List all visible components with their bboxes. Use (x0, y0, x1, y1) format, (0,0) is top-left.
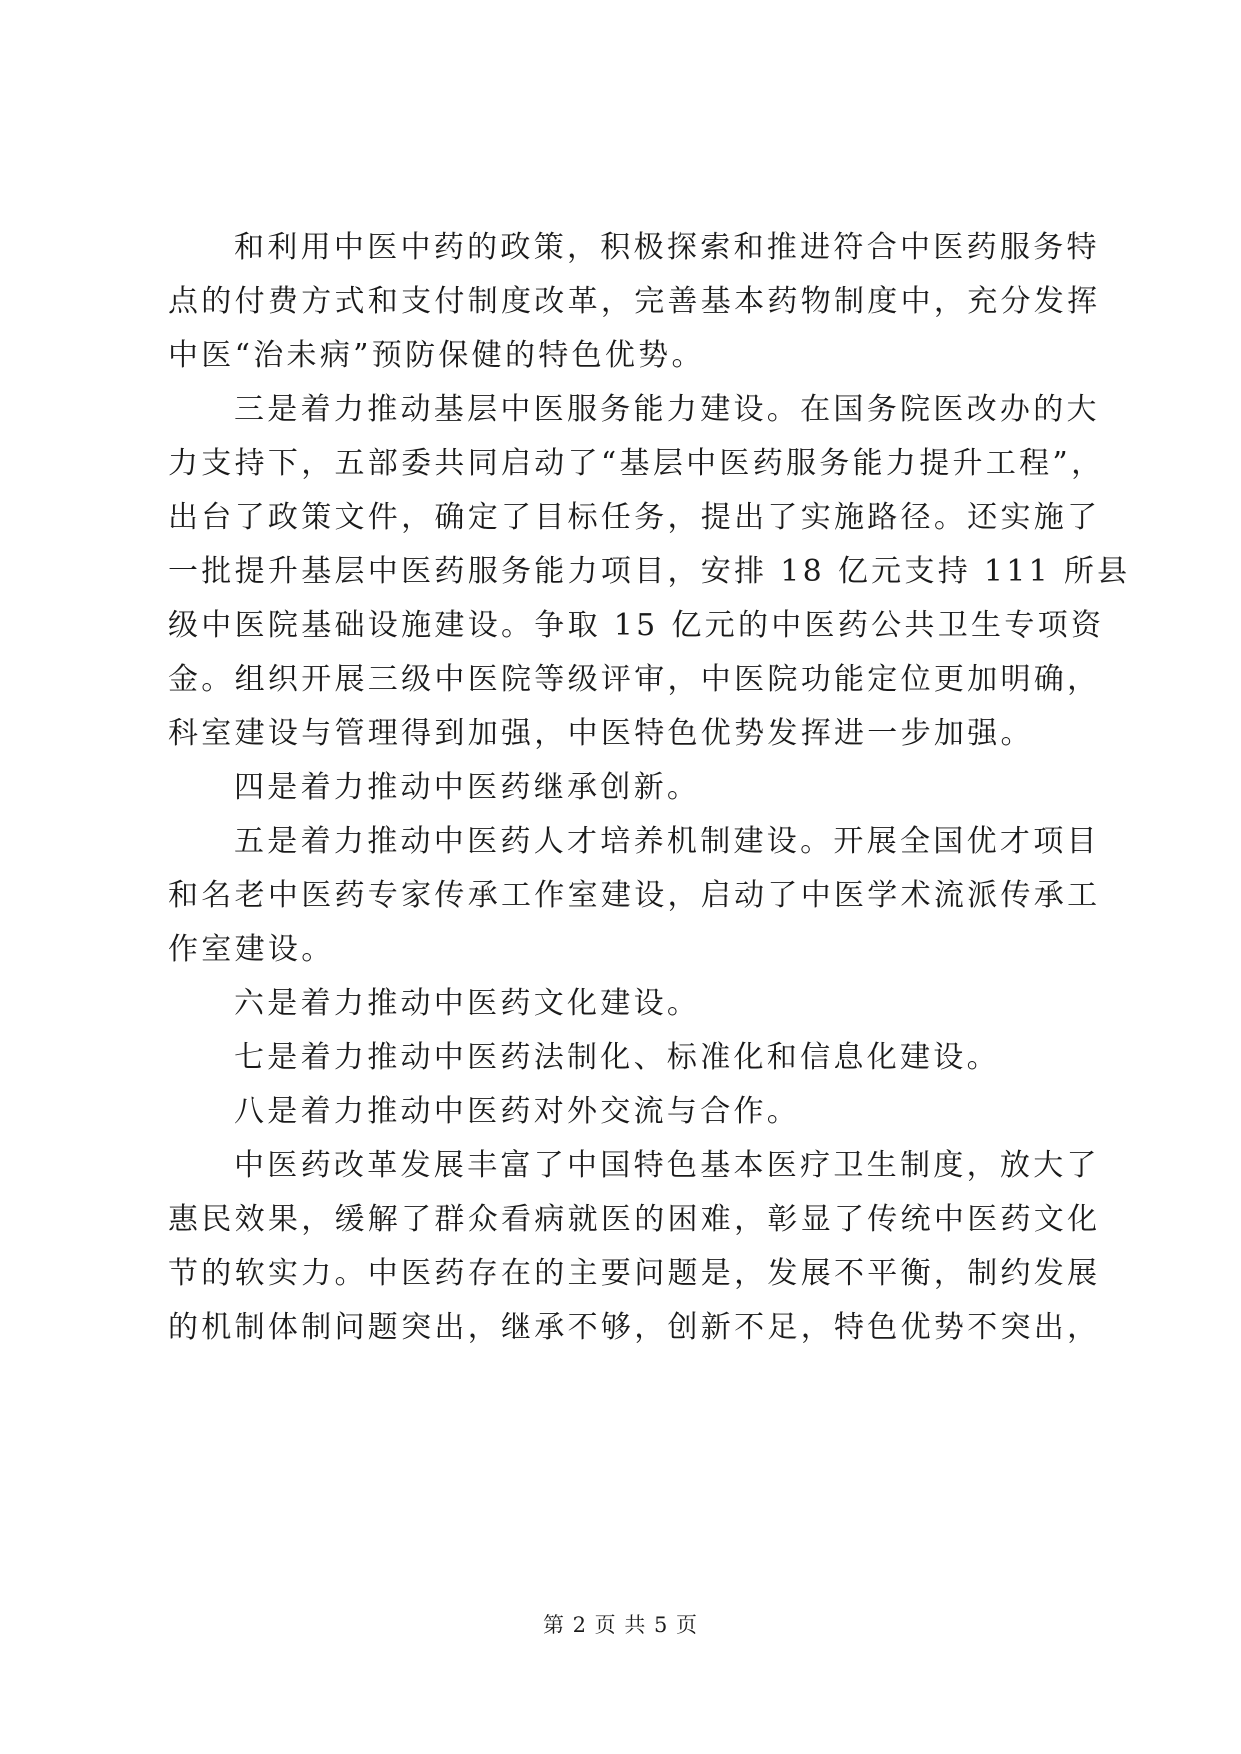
text-line: 中医“治未病”预防保健的特色优势。 (168, 338, 705, 373)
text-line: 力支持下，五部委共同启动了“基层中医药服务能力提升工程”， (168, 446, 1105, 481)
text-line: 的机制体制问题突出，继承不够，创新不足，特色优势不突出， (168, 1310, 1101, 1345)
text-line: 点的付费方式和支付制度改革，完善基本药物制度中，充分发挥 (168, 284, 1101, 319)
text-line: 和名老中医药专家传承工作室建设，启动了中医学术流派传承工 (168, 878, 1101, 913)
text-line: 七是着力推动中医药法制化、标准化和信息化建设。 (234, 1040, 1000, 1075)
text-line: 作室建设。 (168, 932, 335, 967)
text-line: 和利用中医中药的政策，积极探索和推进符合中医药服务特 (234, 230, 1100, 265)
text-line: 中医药改革发展丰富了中国特色基本医疗卫生制度，放大了 (234, 1148, 1100, 1183)
text-line: 八是着力推动中医药对外交流与合作。 (234, 1094, 801, 1129)
text-line: 六是着力推动中医药文化建设。 (234, 986, 701, 1021)
text-line: 五是着力推动中医药人才培养机制建设。开展全国优才项目 (234, 824, 1100, 859)
text-line: 惠民效果，缓解了群众看病就医的困难，彰显了传统中医药文化 (168, 1202, 1101, 1237)
text-line: 节的软实力。中医药存在的主要问题是，发展不平衡，制约发展 (168, 1256, 1101, 1291)
text-line: 一批提升基层中医药服务能力项目，安排 18 亿元支持 111 所县 (168, 554, 1131, 589)
text-line: 科室建设与管理得到加强，中医特色优势发挥进一步加强。 (168, 716, 1034, 751)
page-number-footer: 第 2 页 共 5 页 (542, 1613, 699, 1637)
text-line: 四是着力推动中医药继承创新。 (234, 770, 701, 805)
text-line: 金。组织开展三级中医院等级评审，中医院功能定位更加明确， (168, 662, 1101, 697)
text-line: 三是着力推动基层中医服务能力建设。在国务院医改办的大 (234, 392, 1100, 427)
text-line: 出台了政策文件，确定了目标任务，提出了实施路径。还实施了 (168, 500, 1101, 535)
text-line: 级中医院基础设施建设。争取 15 亿元的中医药公共卫生专项资 (168, 608, 1105, 643)
